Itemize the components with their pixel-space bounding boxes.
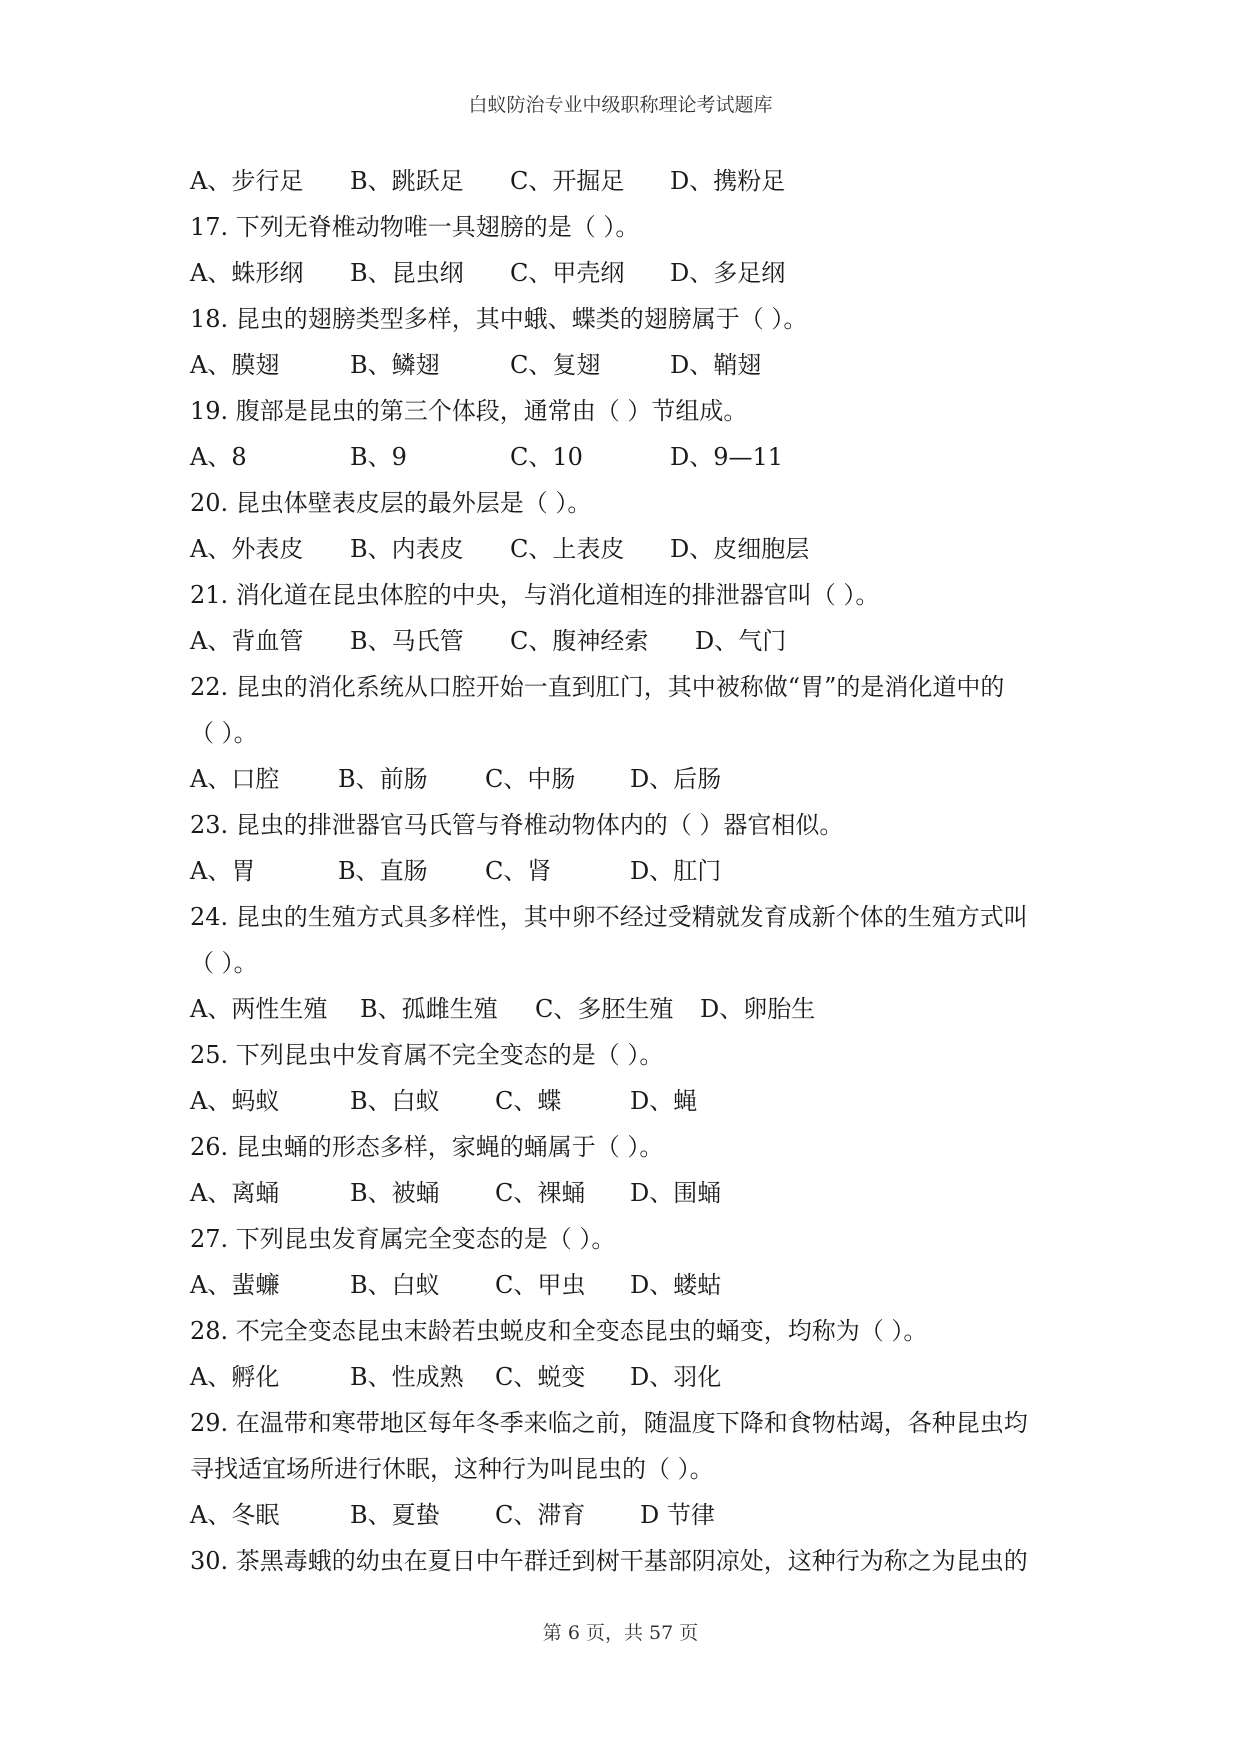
answer-option: B、内表皮 [350,535,464,563]
question-text: 27. 下列昆虫发育属完全变态的是（ ）。 [190,1225,616,1253]
answer-option: B、夏蛰 [350,1501,440,1529]
answer-option: C、上表皮 [510,535,625,563]
question-text: （ ）。 [190,719,258,747]
question-text: 22. 昆虫的消化系统从口腔开始一直到肛门，其中被称做“胃”的是消化道中的 [190,673,1005,701]
answer-option: C、肾 [485,857,552,885]
question-text: 25. 下列昆虫中发育属不完全变态的是（ ）。 [190,1041,664,1069]
option-row [190,1354,1070,1400]
question-text: 26. 昆虫蛹的形态多样，家蝇的蛹属于（ ）。 [190,1133,664,1161]
answer-option: C、中肠 [485,765,576,793]
answer-option: A、口腔 [190,765,280,793]
answer-option: D、9—11 [670,443,784,471]
answer-option: A、8 [190,443,247,471]
answer-option: A、膜翅 [190,351,280,379]
answer-option: B、鳞翅 [350,351,440,379]
question-text: 寻找适宜场所进行休眠，这种行为叫昆虫的（ ）。 [190,1455,714,1483]
question-text: 18. 昆虫的翅膀类型多样，其中蛾、蝶类的翅膀属于（ ）。 [190,305,808,333]
answer-option: B、马氏管 [350,627,464,655]
question-text: （ ）。 [190,949,258,977]
answer-option: B、直肠 [338,857,428,885]
answer-option: D、肛门 [630,857,722,885]
answer-option: A、冬眠 [190,1501,280,1529]
answer-option: D、蝇 [630,1087,698,1115]
option-row [190,526,1070,572]
answer-option: C、多胚生殖 [535,995,674,1023]
answer-option: D、皮细胞层 [670,535,810,563]
answer-option: D、卵胎生 [700,995,816,1023]
answer-option: C、滞育 [495,1501,586,1529]
answer-option: A、蛛形纲 [190,259,304,287]
answer-option: A、孵化 [190,1363,280,1391]
answer-option: B、前肠 [338,765,428,793]
answer-option: A、蚂蚁 [190,1087,280,1115]
answer-option: D、鞘翅 [670,351,762,379]
question-text: 20. 昆虫体壁表皮层的最外层是（ ）。 [190,489,592,517]
option-row [190,250,1070,296]
answer-option: C、裸蛹 [495,1179,586,1207]
answer-option: C、腹神经索 [510,627,649,655]
answer-option: D、羽化 [630,1363,722,1391]
answer-option: C、甲虫 [495,1271,586,1299]
answer-option: B、昆虫纲 [350,259,464,287]
answer-option: C、复翅 [510,351,601,379]
answer-option: D、蝼蛄 [630,1271,722,1299]
question-text: 23. 昆虫的排泄器官马氏管与脊椎动物体内的（ ）器官相似。 [190,811,844,839]
option-row [190,618,1070,664]
answer-option: A、胃 [190,857,256,885]
answer-option: C、蝶 [495,1087,562,1115]
answer-option: A、离蛹 [190,1179,280,1207]
option-row [190,1170,1070,1216]
answer-option: A、步行足 [190,167,304,195]
answer-option: C、开掘足 [510,167,625,195]
answer-option: C、甲壳纲 [510,259,625,287]
option-row [190,986,1070,1032]
answer-option: B、被蛹 [350,1179,440,1207]
answer-option: C、10 [510,443,583,471]
answer-option: D、气门 [695,627,787,655]
option-row [190,848,1070,894]
answer-option: A、外表皮 [190,535,304,563]
answer-option: C、蜕变 [495,1363,586,1391]
answer-option: B、性成熟 [350,1363,464,1391]
question-text: 29. 在温带和寒带地区每年冬季来临之前，随温度下降和食物枯竭，各种昆虫均 [190,1409,1028,1437]
option-row [190,342,1070,388]
option-row [190,1262,1070,1308]
answer-option: D、多足纲 [670,259,786,287]
answer-option: B、孤雌生殖 [360,995,498,1023]
question-text: 17. 下列无脊椎动物唯一具翅膀的是（ ）。 [190,213,640,241]
option-row [190,1078,1070,1124]
option-row [190,158,1070,204]
answer-option: B、白蚁 [350,1271,440,1299]
page-header: 白蚁防治专业中级职称理论考试题库 [468,94,773,116]
question-text: 19. 腹部是昆虫的第三个体段，通常由（ ）节组成。 [190,397,748,425]
answer-option: B、跳跃足 [350,167,464,195]
answer-option: D 节律 [640,1501,715,1529]
option-row [190,434,1070,480]
answer-option: A、蜚蠊 [190,1271,280,1299]
question-list [190,158,1070,1584]
option-row [190,756,1070,802]
answer-option: B、白蚁 [350,1087,440,1115]
question-text: 28. 不完全变态昆虫末龄若虫蜕皮和全变态昆虫的蛹变，均称为（ ）。 [190,1317,928,1345]
answer-option: D、后肠 [630,765,722,793]
answer-option: D、围蛹 [630,1179,722,1207]
question-text: 30. 茶黑毒蛾的幼虫在夏日中午群迁到树干基部阴凉处，这种行为称之为昆虫的 [190,1547,1028,1575]
question-text: 21. 消化道在昆虫体腔的中央，与消化道相连的排泄器官叫（ ）。 [190,581,880,609]
question-text: 24. 昆虫的生殖方式具多样性，其中卵不经过受精就发育成新个体的生殖方式叫 [190,903,1028,931]
page-footer: 第 6 页，共 57 页 [542,1622,699,1644]
option-row [190,1492,1070,1538]
answer-option: A、两性生殖 [190,995,328,1023]
answer-option: A、背血管 [190,627,304,655]
answer-option: D、携粉足 [670,167,786,195]
answer-option: B、9 [350,443,407,471]
